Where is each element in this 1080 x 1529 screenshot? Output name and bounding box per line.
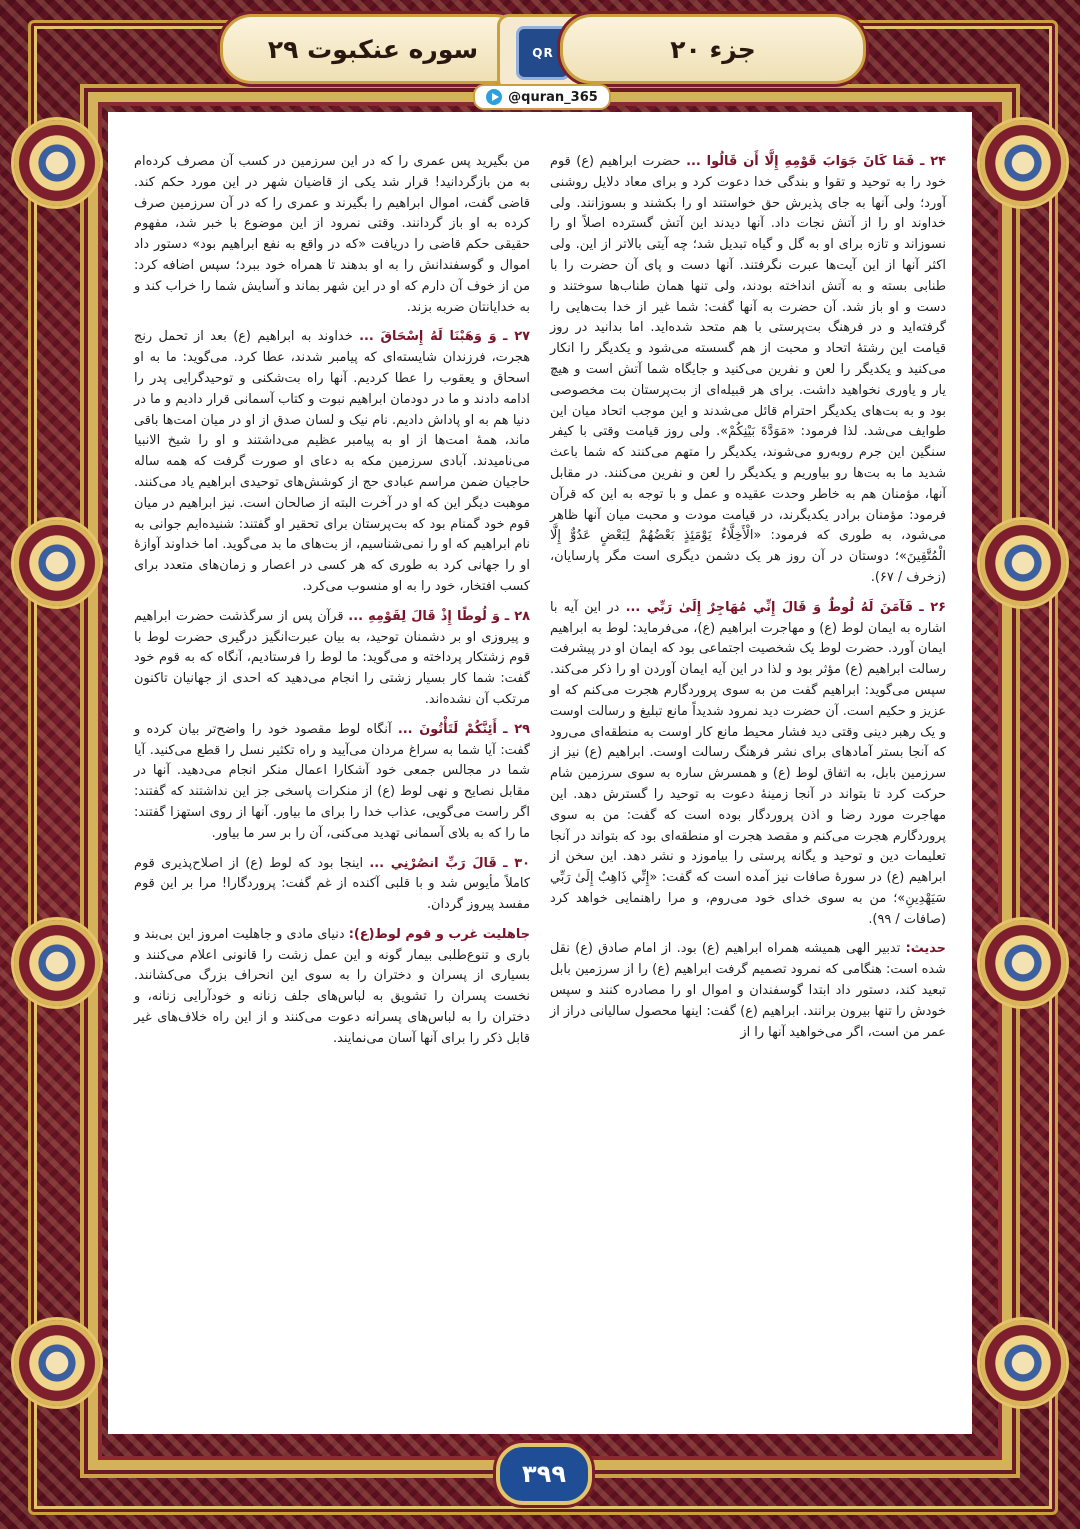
paragraph-ref: جاهلیت غرب و قوم لوط(ع): (348, 926, 530, 942)
paragraph-text: دنیای مادی و جاهلیت امروز این بی‌بند و باری و تنوع‌طلبی بیمار گونه و این عمل زشت را قانونی اعلام می‌کنند و بسیاری از پسران و دختران را به سوی این انحراف بزرگ می‌کشانند. نخست پسران را تشویق به لباس‌های جلف زنانه و خودآرایی زنانه، و دختران را به لباس‌های پسرانه دعوت می‌کنند و از این راه خلاف‌های غیر قابل ذکر را برای آنها آسان می‌نمایند. (134, 926, 530, 1046)
commentary-paragraph (134, 854, 530, 916)
verse-quote: فَمَا كَانَ جَوَابَ قَوْمِهِ إِلَّا أَن قَالُوا ... (686, 154, 915, 169)
commentary-paragraph (134, 152, 530, 318)
paragraph-ref: ۲۷ ـ (503, 329, 530, 345)
paragraph-ref: ۲۸ ـ (504, 608, 530, 624)
paragraph-ref: ۲۹ ـ (503, 721, 530, 737)
medallion-icon (14, 1320, 100, 1406)
left-column (134, 152, 530, 1059)
paragraph-text: حضرت ابراهیم (ع) قوم خود را به توحید و تقوا و بندگی خدا دعوت کرد و برای معاد دلایل روشنی آورد؛ ولی آنها به جای پذیرش حق خواستند او را بکشند و بسوزانند. ولی خداوند او را از آتش نجات داد. آنها دیدند این آتش گسترده اصلاً او را نسوزاند و تازه برای او به گل و گیاه تبدیل شد؛ چه آیتی بالاتر از این. ولی اکثر آنها از این آیت‌ها عبرت نگرفتند. آنها دست و پای آن حضرت را با طنابی بسته و به آتش انداخته بودند، ولی تنها همان طناب‌ها سوختند و دست و او باز شد. آن حضرت به آنها گفت: شما غیر از خدا بت‌هایی را گرفته‌اید و در فرهنگ بت‌پرستی با هم متحد شده‌اید. اما بدانید در روز قیامت این رشتهٔ اتحاد و محبت از هم گسسته می‌شود و یکدیگر را انکار می‌کنید و یکدیگر را لعن و نفرین می‌کنید و جایگاه شما آتش است و هیچ یار و یاوری نخواهید داشت. برای هر قبیله‌ای از بت‌پرستان بت مخصوصی بود و به بت‌های یکدیگر احترام قائل می‌شدند و این موجب اتحاد میان این طوایف می‌شد. لذا فرمود: «مَوَدَّةَ بَيْنِكُمْ». ولی روز قیامت وقتی با کیفر سنگین این جرم روبه‌رو می‌شوند، یکدیگر را متهم می‌کنند که شما باعث شدید ما به بت‌ها رو بیاوریم و یکدیگر را لعن و نفرین می‌کنند. در مقابل آنها، مؤمنان هم به خاطر وحدت عقیده و عمل و با توجه به این که قرآن فرمود: مؤمنان برادر یکدیگرند، در قیامت مودت و محبت میان آنها ظاهر می‌شود، به طوری که فرمود: «الْأَخِلَّاءُ يَوْمَئِذٍ بَعْضُهُمْ لِبَعْضٍ عَدُوٌّ إِلَّا الْمُتَّقِينَ»؛ دوستان در آن روز هر یک دشمن دیگری است مگر پارسایان، (زخرف / ۶۷). (550, 154, 946, 585)
paragraph-text: خداوند به ابراهیم (ع) بعد از تحمل رنج هجرت، فرزندان شایسته‌ای که پیامبر شدند، عطا کرد. می‌گوید: ما به او اسحاق و یعقوب را عطا کردیم. آنها راه بت‌شکنی و توحیدگرایی پدر را ادامه دادند و ما در دودمان ابراهیم نبوت و کتاب آسمانی قرار دادیم و ما در دنیا هم به او پاداش دادیم. نام نیک و لسان صدق از او در میان امت‌ها باقی ماند، همهٔ امت‌ها از او به پیامبر عظیم می‌داشتند و او را شیخ الانبیا می‌نامیدند. آبادی سرزمین مکه به دعای او صورت گرفت که همه ساله حاجیان ضمن مراسم عبادی حج از کوشش‌های توحیدی ابراهیم یاد می‌کنند. موهبت دیگر این که او در آخرت البته از صالحان است. نیز ابراهیم در میان قوم خود گمنام بود که بت‌پرستان برای تحقیر او گفتند: شنیده‌ایم جوانی به نام ابراهیم که او را نمی‌شناسیم، از بت‌های ما بد می‌گوید. اما خداوند آوازهٔ او را جهانی کرد به طوری که هر کسی در اعصار و زمان‌های متعدد برای کسب افتخار، خود را به او منسوب می‌کرد. (134, 329, 530, 594)
medallion-icon (14, 520, 100, 606)
right-column (550, 152, 946, 1052)
medallion-icon (980, 120, 1066, 206)
verse-quote: قَالَ رَبِّ انصُرْنِي ... (369, 855, 497, 871)
commentary-paragraph (550, 598, 946, 931)
telegram-badge[interactable] (473, 84, 611, 110)
commentary-paragraph (134, 607, 530, 711)
medallion-icon (14, 920, 100, 1006)
juz-title: جزء ۲۰ (670, 34, 756, 64)
page-number: ۳۹۹ (522, 1460, 566, 1488)
surah-title-cartouche (220, 14, 526, 84)
medallion-icon (14, 120, 100, 206)
commentary-paragraph (550, 939, 946, 1043)
verse-quote: أَئِنَّكُمْ لَتَأْتُونَ ... (397, 721, 497, 737)
medallion-icon (980, 1320, 1066, 1406)
commentary-paragraph (134, 327, 530, 597)
paragraph-text: در این آیه با اشاره به ایمان لوط (ع) و مهاجرت ابراهیم (ع)، می‌فرماید: لوط به ابراهیم ایمان آورد. حضرت لوط یک شخصیت اجتماعی بود که ایمان او در پیشرفت رسالت ابراهیم (ع) مؤثر بود و لذا در این آیه ایمان آوردن او را ذکر می‌کند. سپس می‌گوید: ابراهیم گفت من به سوی پروردگارم هجرت می‌کنم که او عزیز و حکیم است. آن حضرت دید نمرود شدیداً مانع تبلیغ و رسالت اوست و یک رهبر دینی وقتی دید فشار محیط مانع کار اوست به منطقه‌ای می‌رود که آنجا بستر آمادهای برای نشر فرهنگ رسالت اوست. ابراهیم (ع) نیز از سرزمین بابل، به اتفاق لوط (ع) و همسرش ساره به سوی سرزمین شام حرکت کرد تا بتواند در آنجا زمینهٔ دعوت به توحید را گسترش دهد. این مهاجرت مورد رضا و اذن پروردگار بوده است که گفت: من به سوی پروردگارم هجرت می‌کنم و مقصد هجرت او منطقه‌ای بود که بتواند در آنجا تعلیمات دین و توحید و یگانه پرستی را بیاموزد و نشر دهد. این سخن از ابراهیم (ع) در سورهٔ صافات نیز آمده است که گفت: «إِنِّي ذَاهِبٌ إِلَىٰ رَبِّي سَيَهْدِينِ»؛ من به سوی خدای خود می‌روم، و مرا راهنمایی خواهد کرد (صافات / ۹۹). (550, 599, 946, 927)
quran-logo-icon: QR (516, 26, 570, 80)
paragraph-ref: حدیث: (905, 941, 946, 957)
paragraph-text: آنگاه لوط مقصود خود را واضح‌تر بیان کرده و گفت: آیا شما به سراغ مردان می‌آیید و راه تکثیر نسل را قطع می‌کنید. آیا شما در مجالس جمعی خود آشکارا اعمال منکر انجام می‌دهید. آنها در مقابل نصایح و نهی لوط (ع) از منکرات پاسخی جز این نداشتند که گفتند: اگر راست می‌گویی، عذاب خدا را برای ما بیاور. آنها از روی استهزا گفتند: ما را که به بلای آسمانی تهدید می‌کنی، آن را بر سر ما بیاور. (134, 721, 530, 841)
paragraph-text: تدبیر الهی همیشه همراه ابراهیم (ع) بود. از امام صادق (ع) نقل شده است: هنگامی که نمرود تصمیم گرفت ابراهیم (ع) را از سرزمین بابل تبعید کند، دستور داد ابتدا گوسفندان و اموال او را مصادره کنند و سپس خودش را تنها بیرون برانند. ابراهیم (ع) گفت: اینها محصول سالیانی دراز از عمر من است، اگر می‌خواهید آنها را از (550, 941, 946, 1040)
juz-title-cartouche (560, 14, 866, 84)
verse-quote: وَ لُوطًا إِذْ قَالَ لِقَوْمِهِ ... (348, 608, 500, 624)
telegram-icon (486, 89, 502, 105)
medallion-icon (980, 920, 1066, 1006)
page-number-badge (496, 1443, 592, 1505)
commentary-paragraph (550, 152, 946, 589)
text-panel (108, 112, 972, 1434)
verse-quote: فَآمَنَ لَهُ لُوطٌ وَ قَالَ إِنِّي مُهَاجِرٌ إِلَىٰ رَبِّي ... (625, 599, 913, 615)
paragraph-text: اینجا بود که لوط (ع) از اصلاح‌پذیری قوم کاملاً مأیوس شد و با قلبی آکنده از غم گفت: پروردگارا! مرا بر این قوم مفسد پیروز گردان. (134, 855, 530, 913)
paragraph-ref: ۲۶ ـ (919, 599, 946, 615)
commentary-paragraph (134, 720, 530, 845)
commentary-paragraph (134, 925, 530, 1050)
paragraph-text: من بگیرید پس عمری را که در این سرزمین در کسب آن مصرف کرده‌ام به من بازگردانید! قرار شد یکی از قاضیان شهر در این مورد حکم کند. قاضی گفت، اموال ابراهیم را بگیرند و عمری را که در آن سرزمین صرف کرده به او باز گردانند. وقتی نمرود از این موضوع با خبر شد، مفهوم حقیقی حکم قاضی را دریافت «که در واقع به نفع ابراهیم بود» دستور داد اموال و گوسفندانش را به او بدهند تا همراه خود ببرد؛ سپس اضافه کرد: من از خوف آن دارم که او در این شهر بماند و آسایش شما را خراب کند و به خدایانتان ضربه بزند. (134, 154, 530, 315)
surah-title: سوره عنکبوت ۲۹ (267, 34, 479, 64)
paragraph-ref: ۲۴ ـ (919, 154, 946, 169)
paragraph-text: قرآن پس از سرگذشت حضرت ابراهیم و پیروزی او بر دشمنان توحید، به بیان عبرت‌انگیز درگیری حضرت لوط با قوم زشتکار پرداخته و می‌گوید: ما لوط را فرستادیم، آنگاه که به قوم خود گفت: شما کار بسیار زشتی را انجام می‌دهید که احدی از جهانیان تاکنون مرتکب آن نشده‌اند. (134, 608, 530, 707)
medallion-icon (980, 520, 1066, 606)
telegram-handle: @quran_365 (508, 89, 598, 105)
verse-quote: وَ وَهَبْنَا لَهُ إِسْحَاقَ ... (359, 329, 497, 345)
paragraph-ref: ۳۰ ـ (503, 855, 530, 871)
